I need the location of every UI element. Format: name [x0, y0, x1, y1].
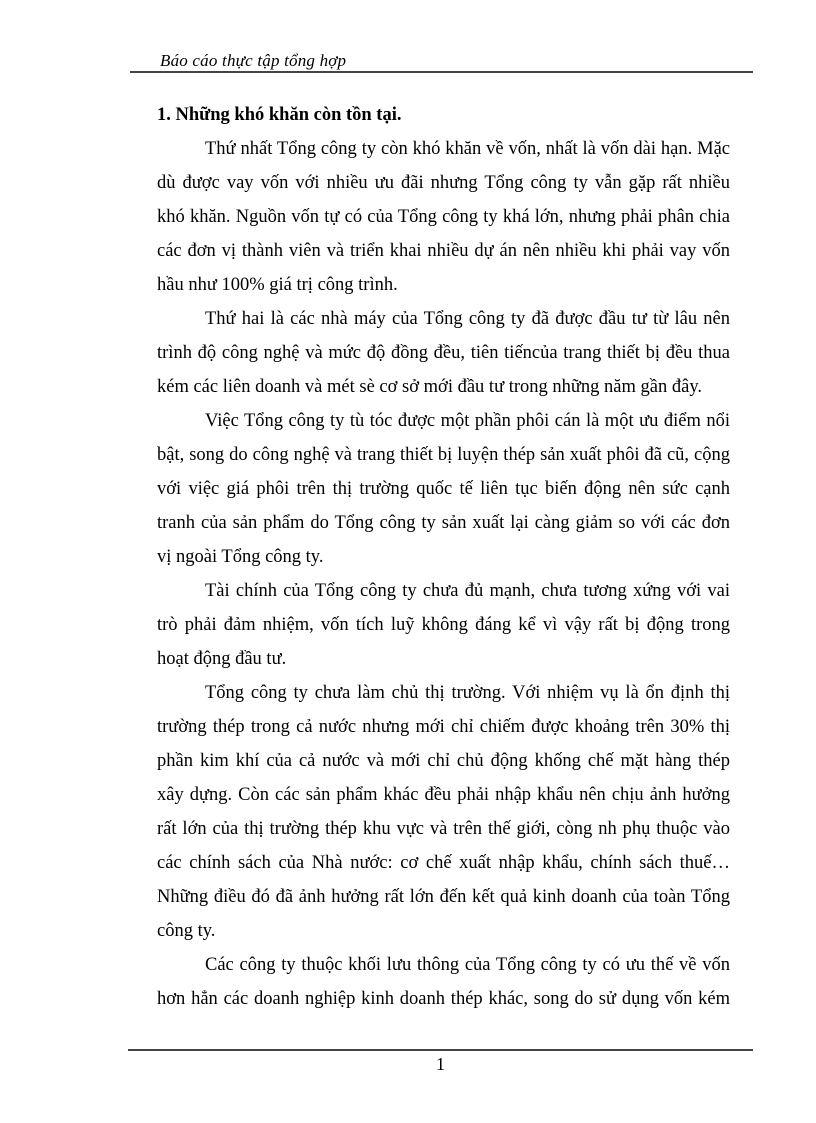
text-line: Thứ hai là các nhà máy của Tổng công ty đã được đầu tư từ lâu nên [205, 309, 730, 329]
text-line: Việc Tổng công ty tù tóc được một phần phôi cán là một ưu điểm nổi [205, 411, 730, 431]
text-line: kém các liên doanh và mét sè cơ sở mới đầu tư trong những năm gần đây. [157, 377, 702, 397]
text-line: Tài chính của Tổng công ty chưa đủ mạnh, chưa tương xứng với vai [205, 581, 730, 601]
text-line: phần kim khí của cả nước và mới chỉ chủ động khống chế mặt hàng thép [157, 751, 730, 771]
text-line: trình độ công nghệ và mức độ đồng đều, tiên tiếncủa trang thiết bị đều thua [157, 343, 730, 363]
paragraph-4 [157, 574, 730, 676]
page-footer [128, 1049, 753, 1081]
text-line: với việc giá phôi trên thị trường quốc tế liên tục biến động nên sức cạnh [157, 479, 730, 499]
document-body [157, 98, 730, 1016]
paragraph-1 [157, 132, 730, 302]
paragraph-5 [157, 676, 730, 948]
text-line: khó khăn. Nguồn vốn tự có của Tổng công ty khá lớn, nhưng phải phân chia [157, 207, 730, 227]
text-line: hơn hẳn các doanh nghiệp kinh doanh thép khác, song do sử dụng vốn kém [157, 989, 730, 1009]
text-line: Tổng công ty chưa làm chủ thị trường. Với nhiệm vụ là ổn định thị [205, 683, 730, 703]
text-line: trò phải đảm nhiệm, vốn tích luỹ không đáng kể vì vậy rất bị động trong [157, 615, 730, 635]
paragraph-3 [157, 404, 730, 574]
header-title: Báo cáo thực tập tổng hợp [160, 51, 347, 70]
text-line: xây dựng. Còn các sản phẩm khác đều phải nhập khẩu nên chịu ảnh hưởng [157, 785, 730, 805]
text-line: Thứ nhất Tổng công ty còn khó khăn về vốn, nhất là vốn dài hạn. Mặc [205, 139, 730, 159]
text-line: vị ngoài Tổng công ty. [157, 547, 324, 567]
page-number: 1 [436, 1054, 445, 1074]
page-header [130, 49, 753, 73]
paragraph-2 [157, 302, 730, 404]
text-line: tranh của sản phẩm do Tổng công ty sản xuất lại càng giảm so với các đơn [157, 513, 730, 533]
section-heading: 1. Những khó khăn còn tồn tại. [157, 105, 402, 125]
text-line: hầu như 100% giá trị công trình. [157, 275, 398, 295]
text-line: trường thép trong cả nước nhưng mới chỉ chiếm được khoảng trên 30% thị [157, 717, 730, 737]
text-line: Các công ty thuộc khối lưu thông của Tổng công ty có ưu thế về vốn [205, 955, 730, 975]
text-line: các chính sách của Nhà nước: cơ chế xuất nhập khẩu, chính sách thuế… [157, 853, 730, 873]
text-line: công ty. [157, 921, 216, 941]
text-line: các đơn vị thành viên và triển khai nhiều dự án nên nhiều khi phải vay vốn [157, 241, 730, 261]
paragraph-6 [157, 948, 730, 1016]
text-line: dù được vay vốn với nhiều ưu đãi nhưng Tổng công ty vẫn gặp rất nhiều [157, 173, 730, 193]
text-line: hoạt động đầu tư. [157, 649, 287, 669]
text-line: bật, song do công nghệ và trang thiết bị luyện thép sản xuất phôi đã cũ, cộng [157, 445, 730, 465]
text-line: Những điều đó đã ảnh hưởng rất lớn đến kết quả kinh doanh của toàn Tổng [157, 887, 730, 907]
text-line: rất lớn của thị trường thép khu vực và trên thế giới, còng nh phụ thuộc vào [157, 819, 730, 839]
